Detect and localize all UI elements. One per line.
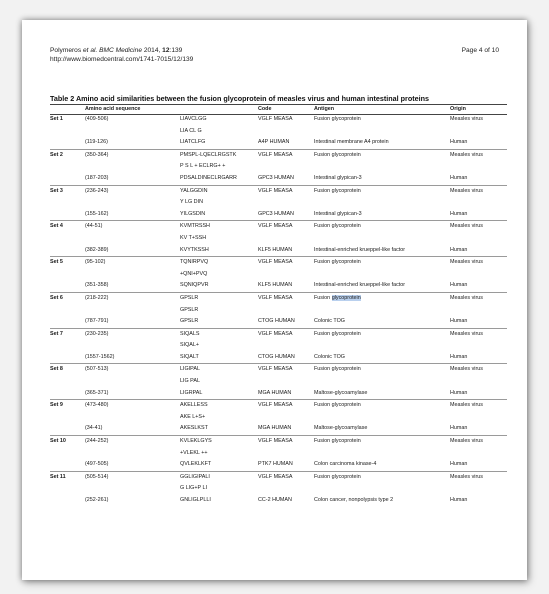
amino-acid-sequence: GGLIGIPALI	[180, 471, 258, 483]
table-row	[50, 221, 507, 233]
page-header	[50, 46, 499, 64]
origin: Measles virus	[450, 364, 507, 376]
protein-code	[258, 340, 314, 352]
protein-code	[258, 448, 314, 460]
citation-volume: 12	[162, 47, 170, 54]
amino-acid-sequence: QVLEKLKFT	[180, 461, 212, 468]
amino-acid-sequence: LIGIPAL	[180, 364, 258, 376]
amino-acid-sequence: KVLEKLGYS	[180, 436, 258, 448]
protein-code	[258, 483, 314, 495]
set-label	[50, 197, 85, 209]
residue-range: (44-51)	[85, 221, 180, 233]
amino-acid-sequence: GPSLR	[180, 318, 199, 325]
amino-acid-sequence: LIA CL G	[180, 127, 202, 134]
antigen-name	[314, 412, 450, 424]
amino-acid-sequence: LIAVCLGG	[180, 116, 207, 122]
protein-code: CTOG HUMAN	[258, 318, 295, 325]
protein-code: VGLF MEASA	[258, 257, 314, 269]
set-label	[50, 352, 85, 364]
protein-code: MGA HUMAN	[258, 425, 292, 432]
residue-range: (155-162)	[85, 210, 109, 217]
amino-acid-sequence: +QNI+PVQ	[180, 270, 208, 277]
amino-acid-sequence: AKE L+S+	[180, 413, 206, 420]
amino-acid-sequence: YILGSDIN	[180, 210, 206, 217]
residue-range: (34-41)	[85, 425, 103, 432]
residue-range: (382-389)	[85, 246, 109, 253]
set-label	[50, 173, 85, 185]
amino-acid-sequence: +VLEKL ++	[180, 449, 208, 456]
table-row	[50, 114, 507, 126]
set-label	[50, 269, 85, 281]
protein-code: VGLF MEASA	[258, 116, 293, 122]
protein-code: A4P HUMAN	[258, 139, 290, 146]
residue-range: (252-261)	[85, 497, 109, 503]
residue-range	[85, 412, 180, 424]
set-label	[50, 280, 85, 292]
antigen-name: Fusion glycoprotein	[314, 116, 361, 122]
table-row	[50, 316, 507, 328]
protein-code	[258, 269, 314, 281]
set-label	[50, 459, 85, 471]
table-row	[50, 352, 507, 364]
residue-range	[85, 233, 180, 245]
antigen-name: Colonic TOG	[314, 353, 345, 360]
table-row	[50, 245, 507, 257]
set-label	[50, 388, 85, 400]
antigen-name: Intestinal-enriched krueppel-like factor	[314, 246, 406, 253]
table-row	[50, 388, 507, 400]
antigen-name: Intestinal glypican-3	[314, 210, 362, 217]
amino-acid-sequence: SIQAL+	[180, 342, 200, 349]
residue-range: (409-506)	[85, 116, 109, 122]
antigen-name	[314, 376, 450, 388]
antigen-name: Colonic TOG	[314, 318, 345, 325]
citation-year: 2014,	[141, 47, 163, 54]
table-row	[50, 305, 507, 317]
protein-code	[258, 305, 314, 317]
antigen-name: Fusion glycoprotein	[314, 436, 450, 448]
origin: Human	[450, 282, 468, 289]
protein-code	[258, 412, 314, 424]
antigen-name	[314, 126, 450, 138]
residue-range: (473-480)	[85, 400, 180, 412]
residue-range	[85, 197, 180, 209]
residue-range: (244-252)	[85, 436, 180, 448]
table-row	[50, 471, 507, 483]
residue-range: (787-791)	[85, 318, 109, 325]
residue-range: (187-203)	[85, 174, 109, 181]
residue-range: (505-514)	[85, 471, 180, 483]
origin: Human	[450, 425, 468, 432]
antigen-text: Fusion	[314, 294, 332, 301]
set-label	[50, 376, 85, 388]
table-row	[50, 269, 507, 281]
origin	[450, 412, 507, 424]
residue-range	[85, 340, 180, 352]
table-row	[50, 197, 507, 209]
antigen-name: Maltose-glycoamylase	[314, 425, 368, 432]
set-label	[50, 448, 85, 460]
origin	[450, 233, 507, 245]
origin: Measles virus	[450, 328, 507, 340]
residue-range: (218-222)	[85, 292, 180, 304]
amino-acid-sequence: G LIG+P LI	[180, 485, 208, 492]
origin: Human	[450, 389, 468, 396]
table-title: Table 2 Amino acid similarities between the fusion glycoprotein of measles virus and human intestinal proteins	[50, 94, 430, 103]
set-label	[50, 340, 85, 352]
origin	[450, 448, 507, 460]
column-header: Origin	[450, 106, 466, 112]
protein-code	[258, 126, 314, 138]
table-row	[50, 233, 507, 245]
antigen-name	[314, 233, 450, 245]
set-label	[50, 495, 85, 507]
protein-code: VGLF MEASA	[258, 364, 314, 376]
set-label: Set 3	[50, 185, 85, 197]
residue-range: (119-126)	[85, 139, 108, 146]
origin: Human	[450, 210, 468, 217]
origin: Measles virus	[450, 471, 507, 483]
table-header-row	[50, 105, 507, 114]
set-label: Set 10	[50, 436, 85, 448]
amino-acid-table	[50, 105, 507, 507]
protein-code	[258, 161, 314, 173]
residue-range: (95-102)	[85, 257, 180, 269]
amino-acid-sequence: Y LG DIN	[180, 199, 203, 206]
antigen-name	[314, 305, 450, 317]
residue-range: (350-364)	[85, 149, 180, 161]
origin	[450, 376, 507, 388]
table-row	[50, 459, 507, 471]
origin	[450, 269, 507, 281]
column-header: Amino acid sequence	[85, 106, 141, 112]
amino-acid-sequence: TQNIRPVQ	[180, 257, 258, 269]
residue-range	[85, 483, 180, 495]
document-page	[22, 20, 527, 580]
citation-authors: Polymeros	[50, 47, 83, 54]
antigen-name	[314, 448, 450, 460]
origin: Human	[450, 246, 468, 253]
antigen-name: Fusion glycoprotein	[314, 257, 450, 269]
antigen-name: Intestinal membrane A4 protein	[314, 139, 389, 146]
origin: Measles virus	[450, 149, 507, 161]
set-label: Set 2	[50, 149, 85, 161]
antigen-name: Fusion glycoprotein	[314, 364, 450, 376]
table-row	[50, 280, 507, 292]
table-row	[50, 412, 507, 424]
amino-acid-sequence: GNLIGLPLLI	[180, 497, 211, 503]
table-row	[50, 126, 507, 138]
amino-acid-sequence: GPSLR	[180, 292, 258, 304]
residue-range	[85, 126, 180, 138]
origin: Human	[450, 353, 468, 360]
antigen-name: Fusion glycoprotein	[314, 328, 450, 340]
origin	[450, 161, 507, 173]
amino-acid-sequence: AKESLKST	[180, 425, 208, 432]
citation-journal: et al. BMC Medicine	[82, 47, 142, 54]
residue-range	[85, 448, 180, 460]
table-row	[50, 137, 507, 149]
protein-code	[258, 233, 314, 245]
origin	[450, 483, 507, 495]
antigen-name	[314, 161, 450, 173]
antigen-name	[314, 483, 450, 495]
antigen-name	[314, 340, 450, 352]
antigen-name: Maltose-glycoamylase	[314, 389, 368, 396]
citation-pages: :139	[169, 47, 183, 54]
residue-range	[85, 161, 180, 173]
protein-code: GPC3 HUMAN	[258, 210, 294, 217]
origin	[450, 340, 507, 352]
antigen-name	[314, 269, 450, 281]
origin: Human	[450, 318, 468, 325]
table-row	[50, 400, 507, 412]
protein-code: VGLF MEASA	[258, 221, 314, 233]
set-label	[50, 423, 85, 435]
protein-code: VGLF MEASA	[258, 149, 314, 161]
set-label: Set 5	[50, 257, 85, 269]
amino-acid-sequence: YALGGDIN	[180, 185, 258, 197]
residue-range: (365-371)	[85, 389, 109, 396]
residue-range: (230-235)	[85, 328, 180, 340]
set-label: Set 11	[50, 471, 85, 483]
protein-code: VGLF MEASA	[258, 436, 314, 448]
amino-acid-sequence: GPSLR	[180, 306, 199, 313]
protein-code: CC-2 HUMAN	[258, 497, 292, 503]
set-label	[50, 305, 85, 317]
amino-acid-sequence: SIQALS	[180, 328, 258, 340]
table-row	[50, 376, 507, 388]
column-header: Antigen	[314, 106, 335, 112]
origin: Measles virus	[450, 400, 507, 412]
origin: Measles virus	[450, 185, 507, 197]
table-row	[50, 185, 507, 197]
table-row	[50, 423, 507, 435]
table-row	[50, 436, 507, 448]
antigen-name: Intestinal glypican-3	[314, 174, 362, 181]
set-label	[50, 161, 85, 173]
table-row	[50, 161, 507, 173]
amino-acid-sequence: AKELLESS	[180, 400, 258, 412]
set-label: Set 7	[50, 328, 85, 340]
amino-acid-sequence: LIATCLFG	[180, 139, 206, 146]
residue-range: (236-243)	[85, 185, 180, 197]
antigen-name: Fusion glycoprotein	[314, 400, 450, 412]
residue-range	[85, 376, 180, 388]
amino-acid-sequence: P S L + ECLRG+ +	[180, 163, 226, 170]
protein-code: GPC3 HUMAN	[258, 174, 294, 181]
amino-acid-sequence: SIQALT	[180, 353, 199, 360]
amino-acid-sequence: KV T+SSH	[180, 234, 207, 241]
set-label	[50, 233, 85, 245]
residue-range: (507-513)	[85, 364, 180, 376]
origin	[450, 126, 507, 138]
protein-code: VGLF MEASA	[258, 185, 314, 197]
table-row	[50, 292, 507, 304]
amino-acid-sequence: PMSPL-LQECLRGSTK	[180, 149, 258, 161]
table-row	[50, 448, 507, 460]
origin: Human	[450, 497, 468, 503]
protein-code: KLF5 HUMAN	[258, 246, 293, 253]
origin: Measles virus	[450, 436, 507, 448]
set-label	[50, 412, 85, 424]
protein-code: VGLF MEASA	[258, 328, 314, 340]
table-row	[50, 364, 507, 376]
origin	[450, 197, 507, 209]
set-label	[50, 209, 85, 221]
protein-code	[258, 376, 314, 388]
origin: Human	[450, 174, 468, 181]
amino-acid-sequence: SQNIQPVR	[180, 282, 209, 289]
protein-code: MGA HUMAN	[258, 389, 292, 396]
article-url[interactable]: http://www.biomedcentral.com/1741-7015/12/139	[50, 56, 194, 63]
protein-code: CTOG HUMAN	[258, 353, 295, 360]
set-label	[50, 126, 85, 138]
origin	[450, 305, 507, 317]
set-label: Set 6	[50, 292, 85, 304]
set-label: Set 1	[50, 116, 63, 122]
table-row	[50, 340, 507, 352]
column-header	[50, 105, 85, 114]
antigen-name: Fusion glycoprotein	[314, 221, 450, 233]
highlighted-text[interactable]: glycoprotein	[331, 294, 361, 301]
amino-acid-sequence: KVMTRSSH	[180, 221, 258, 233]
table-row	[50, 149, 507, 161]
amino-acid-sequence: PDSALDINECLRGARR	[180, 174, 237, 181]
table-row	[50, 173, 507, 185]
antigen-name: Intestinal-enriched krueppel-like factor	[314, 282, 406, 289]
residue-range	[85, 305, 180, 317]
origin: Measles virus	[450, 257, 507, 269]
amino-acid-sequence: LIGRPAL	[180, 389, 203, 396]
amino-acid-sequence: LIG PAL	[180, 378, 200, 385]
set-label	[50, 245, 85, 257]
origin: Human	[450, 461, 468, 468]
antigen-name: Colon carcinoma kinase-4	[314, 461, 377, 468]
set-label	[50, 483, 85, 495]
antigen-name	[314, 292, 450, 304]
protein-code: VGLF MEASA	[258, 292, 314, 304]
set-label: Set 4	[50, 221, 85, 233]
origin: Measles virus	[450, 116, 483, 122]
origin: Human	[450, 139, 468, 146]
protein-code	[258, 197, 314, 209]
amino-acid-sequence: KVYTKSSH	[180, 246, 209, 253]
antigen-name: Fusion glycoprotein	[314, 149, 450, 161]
origin: Measles virus	[450, 292, 507, 304]
table-row	[50, 483, 507, 495]
column-header: Code	[258, 106, 272, 112]
antigen-name: Fusion glycoprotein	[314, 185, 450, 197]
origin: Measles virus	[450, 221, 507, 233]
set-label: Set 8	[50, 364, 85, 376]
residue-range: (351-358)	[85, 282, 109, 289]
table-row	[50, 328, 507, 340]
column-header	[180, 105, 258, 114]
set-label: Set 9	[50, 400, 85, 412]
set-label	[50, 316, 85, 328]
antigen-name: Colon cancer, nonpolypsis type 2	[314, 497, 394, 503]
residue-range: (497-505)	[85, 461, 109, 468]
antigen-name: Fusion glycoprotein	[314, 471, 450, 483]
page-number: Page 4 of 10	[461, 47, 499, 54]
protein-code: KLF5 HUMAN	[258, 282, 293, 289]
table-row	[50, 495, 507, 507]
antigen-name	[314, 197, 450, 209]
protein-code: VGLF MEASA	[258, 471, 314, 483]
set-label	[50, 137, 85, 149]
table-row	[50, 257, 507, 269]
protein-code: VGLF MEASA	[258, 400, 314, 412]
citation-line	[50, 46, 499, 55]
residue-range	[85, 269, 180, 281]
table-row	[50, 209, 507, 221]
table-body	[50, 114, 507, 507]
residue-range: (1557-1562)	[85, 353, 115, 360]
protein-code: PTK7 HUMAN	[258, 461, 293, 468]
